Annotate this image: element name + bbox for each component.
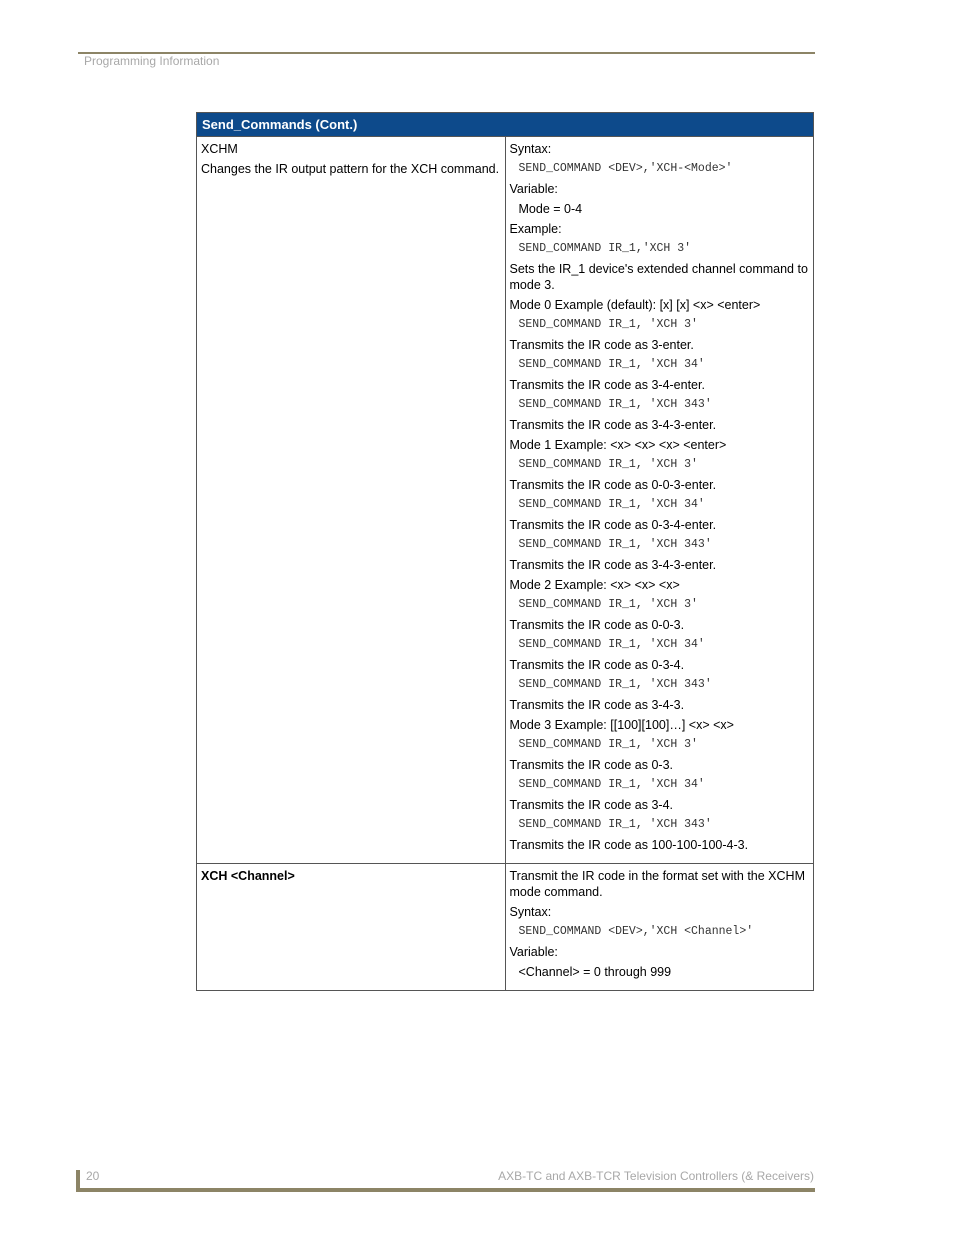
page-number: 20 (86, 1169, 100, 1183)
details-cell (505, 137, 814, 864)
detail-text: Mode 0 Example (default): [x] [x] <x> <enter> (509, 298, 761, 312)
send-commands-table (196, 112, 814, 991)
detail-text: Mode 3 Example: [[100][100]…] <x> <x> (509, 718, 734, 732)
code-example: SEND_COMMAND IR_1, 'XCH 343' (518, 818, 712, 831)
code-example: SEND_COMMAND IR_1,'XCH 3' (518, 242, 692, 255)
code-example: SEND_COMMAND IR_1, 'XCH 34' (518, 498, 705, 511)
command-cell (197, 137, 506, 864)
detail-text: Sets the IR_1 device's extended channel command to mode 3. (509, 262, 808, 292)
code-example: SEND_COMMAND IR_1, 'XCH 3' (518, 738, 698, 751)
detail-text: Transmits the IR code as 0-0-3. (509, 618, 685, 632)
detail-text: Variable: (509, 945, 558, 959)
detail-text: Transmits the IR code as 3-4-3-enter. (509, 418, 717, 432)
table-title: Send_Commands (Cont.) (197, 113, 814, 137)
detail-text: Mode 2 Example: <x> <x> <x> (509, 578, 680, 592)
detail-text: Transmits the IR code as 0-3-4. (509, 658, 685, 672)
command-name: XCH <Channel> (201, 869, 295, 883)
detail-text: Transmits the IR code as 3-4. (509, 798, 673, 812)
detail-text: Variable: (509, 182, 558, 196)
detail-text: Syntax: (509, 905, 552, 919)
detail-text: Transmits the IR code as 3-enter. (509, 338, 694, 352)
detail-text: Transmit the IR code in the format set with the XCHM mode command. (509, 869, 805, 899)
code-example: SEND_COMMAND <DEV>,'XCH-<Mode>' (518, 162, 733, 175)
details-lines (510, 141, 810, 853)
code-example: SEND_COMMAND IR_1, 'XCH 34' (518, 778, 705, 791)
code-example: SEND_COMMAND IR_1, 'XCH 3' (518, 598, 698, 611)
detail-text: Syntax: (509, 142, 552, 156)
document-title: AXB-TC and AXB-TCR Television Controllers (& Receivers) (498, 1169, 814, 1183)
command-cell (197, 864, 506, 991)
detail-text: Example: (509, 222, 562, 236)
detail-text: Transmits the IR code as 0-3-4-enter. (509, 518, 717, 532)
footer-rule (78, 1188, 815, 1192)
code-example: SEND_COMMAND IR_1, 'XCH 34' (518, 638, 705, 651)
table-row (197, 864, 814, 991)
detail-text: Transmits the IR code as 100-100-100-4-3. (509, 838, 749, 852)
details-cell (505, 864, 814, 991)
table-row (197, 137, 814, 864)
detail-text: Mode = 0-4 (518, 202, 583, 216)
detail-text: Transmits the IR code as 0-0-3-enter. (509, 478, 717, 492)
detail-text: Mode 1 Example: <x> <x> <x> <enter> (509, 438, 727, 452)
detail-text: Transmits the IR code as 3-4-3. (509, 698, 685, 712)
detail-text: Transmits the IR code as 3-4-3-enter. (509, 558, 717, 572)
detail-text: Transmits the IR code as 3-4-enter. (509, 378, 705, 392)
code-example: SEND_COMMAND IR_1, 'XCH 34' (518, 358, 705, 371)
code-example: SEND_COMMAND IR_1, 'XCH 3' (518, 458, 698, 471)
detail-text: <Channel> = 0 through 999 (518, 965, 672, 979)
details-lines (510, 868, 810, 980)
code-example: SEND_COMMAND IR_1, 'XCH 343' (518, 398, 712, 411)
code-example: SEND_COMMAND <DEV>,'XCH <Channel>' (518, 925, 754, 938)
command-name: XCHM (201, 142, 238, 156)
detail-text: Transmits the IR code as 0-3. (509, 758, 673, 772)
code-example: SEND_COMMAND IR_1, 'XCH 3' (518, 318, 698, 331)
code-example: SEND_COMMAND IR_1, 'XCH 343' (518, 538, 712, 551)
section-label: Programming Information (84, 54, 220, 68)
code-example: SEND_COMMAND IR_1, 'XCH 343' (518, 678, 712, 691)
command-description: Changes the IR output pattern for the XCH command. (201, 162, 500, 176)
